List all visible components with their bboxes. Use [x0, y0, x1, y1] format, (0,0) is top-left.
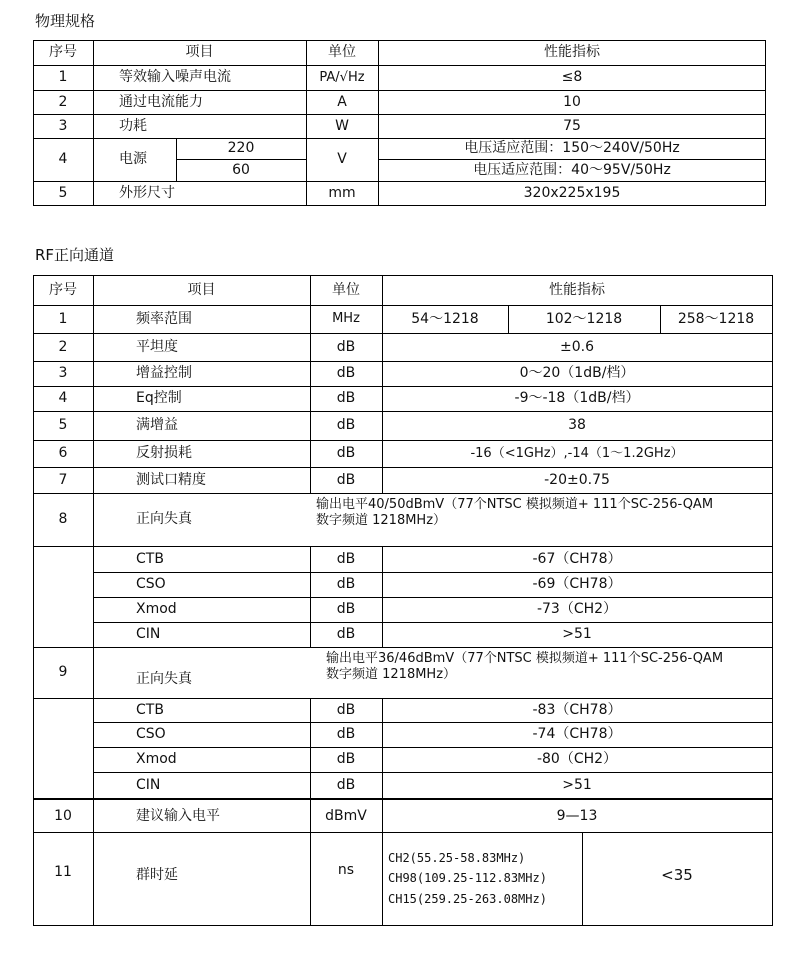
row-unit: dB	[336, 626, 356, 643]
row-no: 7	[58, 471, 68, 488]
row-item: 等效输入噪声电流	[119, 69, 231, 86]
row-unit: dB	[336, 576, 356, 593]
row-unit: dBmV	[325, 807, 367, 824]
sub-item: Xmod	[136, 751, 177, 768]
row-no: 5	[58, 417, 68, 434]
row-value: 电压适应范围：150～240V/50Hz	[464, 140, 680, 157]
row-unit: dB	[336, 338, 356, 355]
channel-range: CH15(259.25-263.08MHz)	[388, 891, 547, 906]
row-value: -67（CH78）	[532, 550, 622, 567]
row-sub-voltage: 60	[232, 161, 250, 178]
sub-item: CTB	[136, 550, 164, 567]
row-unit: MHz	[332, 311, 360, 327]
row-item: 测试口精度	[136, 471, 206, 488]
row-value-band: 258～1218	[677, 310, 755, 327]
row-item: 电源	[119, 151, 147, 168]
row-value: -16（<1GHz）,-14（1～1.2GHz）	[470, 445, 684, 461]
row-value: -9～-18（1dB/档）	[514, 390, 640, 407]
row-no: 4	[58, 151, 68, 168]
row-item: 满增益	[136, 417, 178, 434]
row-item: 外形尺寸	[119, 184, 175, 201]
row-value: 0～20（1dB/档）	[519, 365, 635, 382]
row-no: 9	[58, 664, 68, 681]
row-unit: dB	[336, 701, 356, 718]
description-line: 输出电平40/50dBmV（77个NTSC 模拟频道+ 111个SC-256-QAM	[316, 497, 714, 512]
row-no: 3	[58, 117, 68, 134]
sub-item: Xmod	[136, 601, 177, 618]
row-unit: dB	[336, 601, 356, 618]
row-unit: mm	[328, 184, 356, 201]
sub-item: CTB	[136, 701, 164, 718]
row-value: 电压适应范围：40～95V/50Hz	[473, 161, 671, 178]
row-item: 增益控制	[136, 365, 192, 382]
row-unit: dB	[336, 390, 356, 407]
row-item: Eq控制	[136, 390, 182, 407]
row-item: 群时延	[136, 866, 178, 883]
sub-item: CSO	[136, 726, 166, 743]
description-line: 数字频道 1218MHz）	[326, 666, 457, 682]
row-unit: W	[335, 117, 349, 134]
row-value: -73（CH2）	[536, 601, 618, 618]
row-item: 平坦度	[136, 338, 178, 355]
row-unit: ns	[337, 861, 355, 878]
col-header-unit: 单位	[332, 281, 360, 298]
row-unit: V	[337, 151, 347, 168]
col-header-item: 项目	[187, 281, 216, 298]
row-value: 320x225x195	[523, 184, 621, 201]
description-line: 数字频道 1218MHz）	[316, 512, 447, 528]
row-item: 正向失真	[136, 511, 192, 528]
row-unit: dB	[336, 751, 356, 768]
row-value: ≤8	[561, 69, 583, 86]
row-value: -83（CH78）	[532, 701, 622, 718]
row-unit: dB	[336, 445, 356, 462]
row-no: 5	[58, 184, 68, 201]
row-value: <35	[661, 866, 693, 884]
row-no: 2	[58, 338, 68, 355]
row-item: 频率范围	[136, 310, 192, 327]
col-header-no: 序号	[49, 281, 77, 298]
row-value-band: 102～1218	[545, 310, 623, 327]
col-header-item: 项目	[185, 44, 214, 61]
row-no: 1	[58, 69, 68, 86]
row-item: 正向失真	[136, 670, 192, 687]
row-unit: A	[337, 93, 347, 110]
sub-item: CSO	[136, 576, 166, 593]
row-description	[310, 493, 772, 546]
row-unit: dB	[336, 471, 356, 488]
row-value: >51	[562, 776, 592, 793]
col-header-value: 性能指标	[549, 281, 605, 298]
row-value: 9—13	[556, 807, 598, 824]
row-unit: dB	[336, 776, 356, 793]
row-item: 建议输入电平	[136, 807, 220, 824]
description-line: 输出电平36/46dBmV（77个NTSC 模拟频道+ 111个SC-256-QAM	[326, 651, 724, 666]
row-value: 38	[568, 417, 586, 434]
row-item: 通过电流能力	[119, 93, 203, 110]
row-no: 4	[58, 390, 68, 407]
row-item: 反射损耗	[136, 445, 192, 462]
sub-item: CIN	[136, 776, 161, 793]
row-unit: dB	[336, 417, 356, 434]
row-value: -74（CH78）	[532, 726, 622, 743]
row-no: 3	[58, 365, 68, 382]
row-value: >51	[562, 626, 592, 643]
row-value: -20±0.75	[544, 471, 610, 488]
row-no: 6	[58, 445, 68, 462]
col-header-value: 性能指标	[544, 44, 600, 61]
row-value: -69（CH78）	[532, 576, 622, 593]
row-unit: dB	[336, 550, 356, 567]
row-sub-voltage: 220	[227, 140, 255, 157]
sub-item: CIN	[136, 626, 161, 643]
channel-range: CH2(55.25-58.83MHz)	[388, 850, 526, 865]
row-description	[320, 647, 772, 698]
section-title-physical: 物理规格	[35, 12, 96, 30]
row-unit: PA/√Hz	[319, 69, 365, 85]
row-no: 10	[54, 807, 72, 824]
row-no: 1	[58, 310, 68, 327]
row-value: 75	[563, 117, 581, 134]
row-value-band: 54～1218	[411, 310, 479, 327]
col-header-no: 序号	[49, 44, 77, 61]
section-title-rf: RF正向通道	[35, 246, 115, 264]
row-no: 11	[54, 863, 72, 880]
row-item: 功耗	[119, 117, 147, 134]
col-header-unit: 单位	[328, 44, 356, 61]
row-value: 10	[563, 93, 581, 110]
row-unit: dB	[336, 726, 356, 743]
group-delay-channels	[382, 832, 582, 925]
row-no: 2	[58, 93, 68, 110]
row-value: ±0.6	[560, 338, 594, 355]
row-no: 8	[58, 511, 68, 528]
channel-range: CH98(109.25-112.83MHz)	[388, 871, 547, 886]
row-unit: dB	[336, 365, 356, 382]
row-value: -80（CH2）	[536, 751, 618, 768]
